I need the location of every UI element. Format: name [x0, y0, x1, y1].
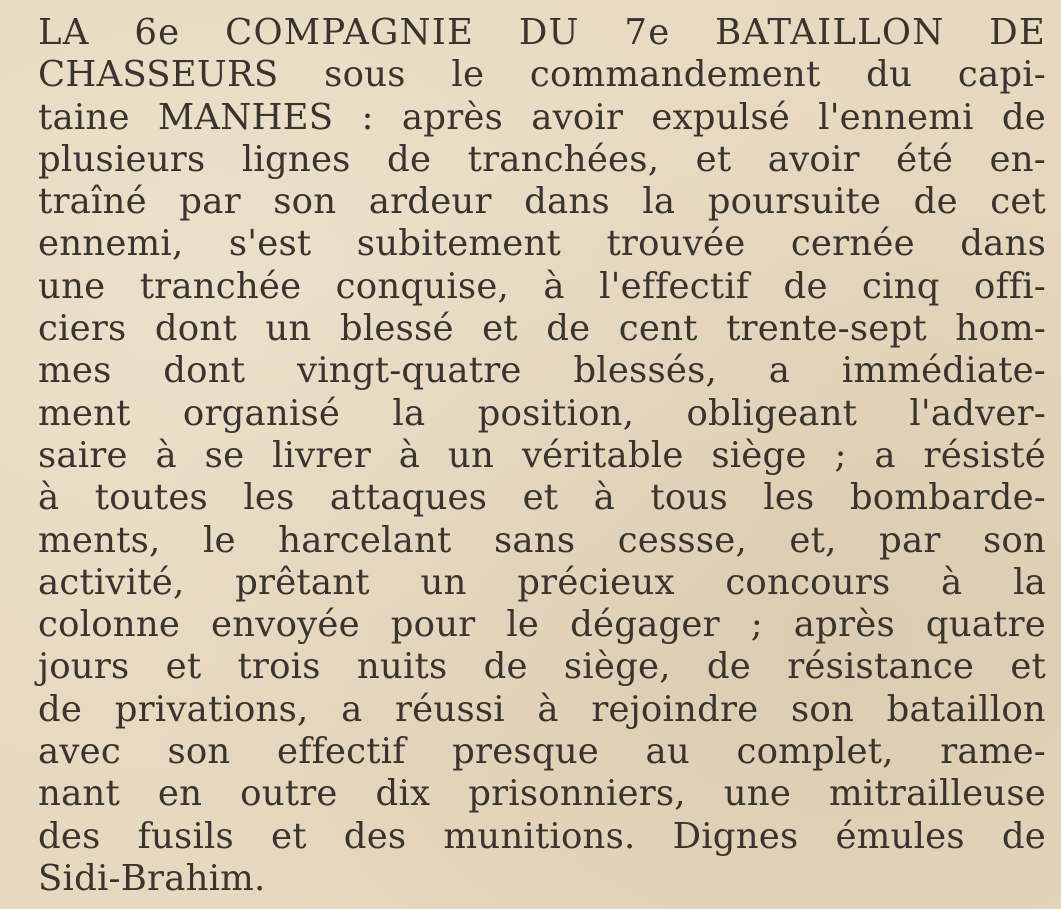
text-line: traîné par son ardeur dans la poursuite de cet [38, 181, 1046, 223]
text-line: LA 6e COMPAGNIE DU 7e BATAILLON DE [38, 12, 1046, 53]
text-line: activité, prêtant un précieux concours à la [38, 561, 1046, 603]
text-line: des fusils et des munitions. Dignes émules de [38, 815, 1046, 857]
text-line: saire à se livrer à un véritable siège ; a résisté [38, 434, 1046, 476]
text-line: plusieurs lignes de tranchées, et avoir été en- [38, 138, 1046, 180]
text-line: nant en outre dix prisonniers, une mitrailleuse [38, 773, 1046, 815]
text-line: Sidi-Brahim. [38, 857, 266, 899]
text-line: jours et trois nuits de siège, de résistance et [38, 646, 1046, 688]
text-line: ennemi, s'est subitement trouvée cernée dans [38, 223, 1046, 265]
text-line: ment organisé la position, obligeant l'adver- [38, 392, 1046, 434]
text-line: à toutes les attaques et à tous les bombarde- [38, 477, 1046, 519]
text-line: ments, le harcelant sans cessse, et, par son [38, 519, 1046, 561]
text-line: taine MANHES : après avoir expulsé l'ennemi de [38, 96, 1046, 138]
text-line: une tranchée conquise, à l'effectif de cinq offi- [38, 265, 1046, 307]
text-line: de privations, a réussi à rejoindre son bataillon [38, 688, 1046, 730]
text-line: mes dont vingt-quatre blessés, a immédiate- [38, 350, 1046, 392]
citation-text [38, 12, 1046, 900]
text-line: colonne envoyée pour le dégager ; après quatre [38, 604, 1046, 646]
text-line: ciers dont un blessé et de cent trente-sept hom- [38, 308, 1046, 350]
text-line: avec son effectif presque au complet, rame- [38, 731, 1046, 773]
text-line: CHASSEURS sous le commandement du capi- [38, 54, 1046, 96]
